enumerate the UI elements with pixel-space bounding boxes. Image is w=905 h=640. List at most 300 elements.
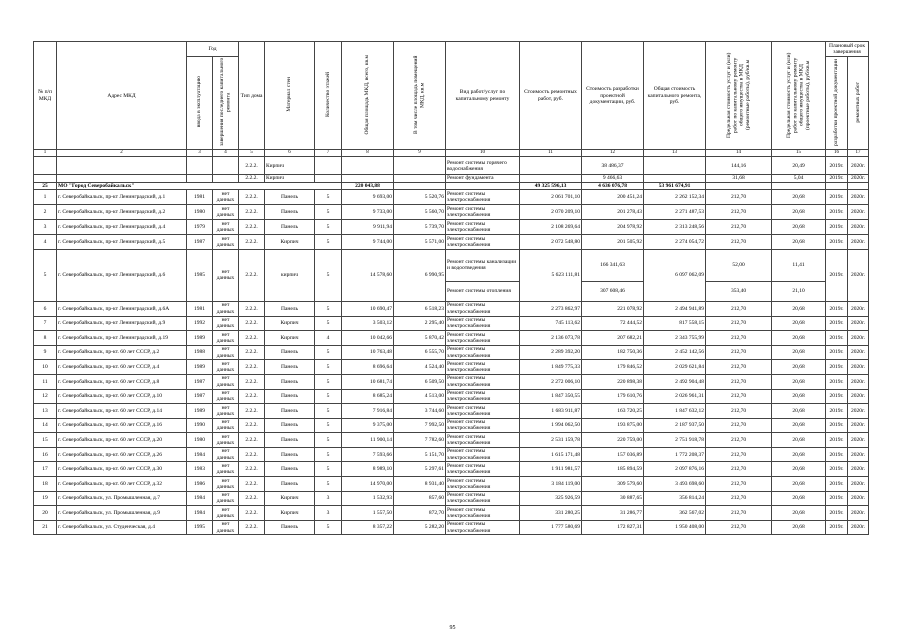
house-row bbox=[34, 189, 869, 204]
house-row bbox=[34, 389, 869, 404]
cell-repair: 1 847 350,55 bbox=[520, 389, 582, 404]
cell-plan-repair: 2020г. bbox=[848, 301, 869, 316]
cell-wall: Панель bbox=[265, 374, 315, 389]
cell-year: 1995 bbox=[187, 520, 213, 535]
house-row bbox=[34, 520, 869, 535]
cell-plan-repair: 2020г. bbox=[848, 389, 869, 404]
cell-house-type: 2.2.2. bbox=[239, 491, 265, 506]
cell-year: 1989 bbox=[187, 360, 213, 375]
cell-no: 14 bbox=[34, 418, 57, 433]
cell-no: 2 bbox=[34, 204, 57, 219]
cell-address: г. Северобайкальск, ул. Промышленная, д.7 bbox=[57, 491, 187, 506]
cell-res-area: 4 513,00 bbox=[394, 389, 446, 404]
cell-last-repair: нет данных bbox=[213, 389, 239, 404]
cell-repair: 2 272 006,10 bbox=[520, 374, 582, 389]
cell-wall: Панель bbox=[265, 433, 315, 448]
cell-no: 18 bbox=[34, 477, 57, 492]
cell-house-type: 2.2.2. bbox=[239, 316, 265, 331]
cell-area: 9 744,00 bbox=[342, 234, 394, 249]
cell-limit-repair: 212,70 bbox=[706, 345, 772, 360]
municipality-repair: 49 325 596,13 bbox=[520, 182, 582, 189]
cell-address: г. Северобайкальск, ул. Студенческая, д.4 bbox=[57, 520, 187, 535]
cell-plan-repair: 2020г. bbox=[848, 331, 869, 346]
cell-design: 30 887,65 bbox=[582, 491, 644, 506]
cell-res-area: 5 560,70 bbox=[394, 204, 446, 219]
cell-plan-repair: 2020г. bbox=[848, 462, 869, 477]
cell-floors: 5 bbox=[315, 204, 342, 219]
cell-limit-design: 20,68 bbox=[772, 389, 826, 404]
cell-year: 1984 bbox=[187, 506, 213, 521]
cell-limit-repair: 212,70 bbox=[706, 389, 772, 404]
column-number: 12 bbox=[582, 150, 644, 157]
cell-floors: 5 bbox=[315, 249, 342, 301]
cell-limit-repair: 31,68 bbox=[706, 175, 772, 182]
cell-last-repair: нет данных bbox=[213, 462, 239, 477]
municipality-total: 53 961 674,91 bbox=[644, 182, 706, 189]
cell-plan-repair: 2020г. bbox=[848, 234, 869, 249]
cell-address: г. Северобайкальск, пр-кт. 60 лет СССР, д.16 bbox=[57, 418, 187, 433]
cell-house-type: 2.2.2. bbox=[239, 157, 265, 175]
cell-design: 220 759,00 bbox=[582, 433, 644, 448]
cell-no: 19 bbox=[34, 491, 57, 506]
column-number: 4 bbox=[213, 150, 239, 157]
cell-work: Ремонт системы электроснабжения bbox=[446, 506, 520, 521]
house-row bbox=[34, 433, 869, 448]
cell-no: 8 bbox=[34, 331, 57, 346]
cell-no: 12 bbox=[34, 389, 57, 404]
column-number: 1 bbox=[34, 150, 57, 157]
municipality-design: 4 636 076,78 bbox=[582, 182, 644, 189]
cell-total: 362 567,02 bbox=[644, 506, 706, 521]
cell-total: 2 097 876,16 bbox=[644, 462, 706, 477]
municipality-no: 25 bbox=[34, 182, 57, 189]
cell-address bbox=[57, 175, 187, 182]
cell-res-area: 5 870,42 bbox=[394, 331, 446, 346]
cell-plan-repair: 2020г. bbox=[848, 157, 869, 175]
cell-res-area: 5 571,00 bbox=[394, 234, 446, 249]
municipality-name: МО "Город Северобайкальск" bbox=[57, 182, 342, 189]
cell-design: 221 078,92 bbox=[582, 301, 644, 316]
cell-limit-repair: 212,70 bbox=[706, 404, 772, 419]
cell-plan-design: 2019г. bbox=[826, 506, 848, 521]
cell-no: 9 bbox=[34, 345, 57, 360]
header-address: Адрес МКД bbox=[57, 42, 187, 150]
cell-work: Ремонт системы электроснабжения bbox=[446, 204, 520, 219]
cell-floors: 5 bbox=[315, 345, 342, 360]
cell-work: Ремонт системы электроснабжения bbox=[446, 433, 520, 448]
cell-no: 3 bbox=[34, 219, 57, 234]
cell-total: 2 274 054,72 bbox=[644, 234, 706, 249]
cell-total: 2 452 142,56 bbox=[644, 345, 706, 360]
cell-repair: 1 849 775,33 bbox=[520, 360, 582, 375]
cell-plan-design: 2019г. bbox=[826, 491, 848, 506]
cell-wall: Кирпич bbox=[265, 316, 315, 331]
cell-res-area: 4 524,40 bbox=[394, 360, 446, 375]
cell-total: 2 029 621,84 bbox=[644, 360, 706, 375]
cell-wall: Панель bbox=[265, 447, 315, 462]
cell-floors: 5 bbox=[315, 477, 342, 492]
cell-house-type: 2.2.2. bbox=[239, 189, 265, 204]
house-row bbox=[34, 418, 869, 433]
cell-limit-design: 20,68 bbox=[772, 404, 826, 419]
cell-plan-repair: 2020г. bbox=[848, 433, 869, 448]
cell-wall: Кирпич bbox=[265, 331, 315, 346]
cell-limit-repair: 212,70 bbox=[706, 462, 772, 477]
house-row bbox=[34, 249, 869, 281]
cell-plan-design: 2019г. bbox=[826, 301, 848, 316]
cell-res-area: 5 282,20 bbox=[394, 520, 446, 535]
cell-house-type: 2.2.2. bbox=[239, 204, 265, 219]
cell-address: г. Северобайкальск, пр-кт. 60 лет СССР, д.14 bbox=[57, 404, 187, 419]
cell-repair: 2 136 073,78 bbox=[520, 331, 582, 346]
cell-no: 20 bbox=[34, 506, 57, 521]
cell-limit-repair: 212,70 bbox=[706, 301, 772, 316]
cell-wall: Панель bbox=[265, 219, 315, 234]
cell-address: г. Северобайкальск, пр-кт Ленинградский, д.6А bbox=[57, 301, 187, 316]
cell-res-area: 7 782,60 bbox=[394, 433, 446, 448]
cell-no: 13 bbox=[34, 404, 57, 419]
house-row bbox=[34, 404, 869, 419]
cell-floors: 5 bbox=[315, 520, 342, 535]
house-row bbox=[34, 316, 869, 331]
cell-design: 201 505,92 bbox=[582, 234, 644, 249]
cell-wall: кирпич bbox=[265, 249, 315, 301]
header-design-cost: Стоимость разработки проектной документации, руб. bbox=[582, 42, 644, 150]
cell-work: Ремонт системы электроснабжения bbox=[446, 491, 520, 506]
cell-limit-repair: 212,70 bbox=[706, 204, 772, 219]
cell-repair: 325 926,59 bbox=[520, 491, 582, 506]
cell-area: 1 557,50 bbox=[342, 506, 394, 521]
cell-area: 1 532,93 bbox=[342, 491, 394, 506]
house-row bbox=[34, 331, 869, 346]
cell-work: Ремонт системы электроснабжения bbox=[446, 189, 520, 204]
cell-res-area: 872,70 bbox=[394, 506, 446, 521]
cell-area: 7 916,84 bbox=[342, 404, 394, 419]
column-number: 11 bbox=[520, 150, 582, 157]
cell-wall: Панель bbox=[265, 462, 315, 477]
header-total-area: Общая площадь МКД, всего, кв.м bbox=[342, 42, 394, 150]
capital-repair-table bbox=[33, 41, 869, 535]
cell-total: 2 494 941,89 bbox=[644, 301, 706, 316]
cell-no: 17 bbox=[34, 462, 57, 477]
cell-work: Ремонт системы электроснабжения bbox=[446, 520, 520, 535]
cell-design: 163 720,25 bbox=[582, 404, 644, 419]
cell-limit-design: 20,68 bbox=[772, 418, 826, 433]
cell-address: г. Северобайкальск, пр-кт. 60 лет СССР, д.26 bbox=[57, 447, 187, 462]
cell-wall: Панель bbox=[265, 477, 315, 492]
cell-last-repair: нет данных bbox=[213, 433, 239, 448]
cell-repair bbox=[520, 175, 582, 182]
cell-repair bbox=[520, 157, 582, 175]
cell-res-area: 5 297,61 bbox=[394, 462, 446, 477]
column-number-row bbox=[34, 150, 869, 157]
cell-plan-repair: 2020г. bbox=[848, 249, 869, 301]
cell-plan-design: 2019г. bbox=[826, 477, 848, 492]
cell-plan-design: 2019г. bbox=[826, 418, 848, 433]
cell-last-repair bbox=[213, 175, 239, 182]
cell-plan-design: 2019г. bbox=[826, 404, 848, 419]
cell-floors: 5 bbox=[315, 404, 342, 419]
cell-year: 1992 bbox=[187, 316, 213, 331]
cell-floors: 5 bbox=[315, 360, 342, 375]
cell-res-area bbox=[394, 157, 446, 175]
cell-limit-design: 20,68 bbox=[772, 219, 826, 234]
header-row-1 bbox=[34, 42, 869, 57]
cell-repair: 1 911 981,57 bbox=[520, 462, 582, 477]
cell-limit-design: 20,68 bbox=[772, 360, 826, 375]
cell-total: 2 026 961,31 bbox=[644, 389, 706, 404]
cell-total: 2 187 937,50 bbox=[644, 418, 706, 433]
house-row bbox=[34, 301, 869, 316]
cell-limit-design: 20,68 bbox=[772, 477, 826, 492]
column-number: 17 bbox=[848, 150, 869, 157]
cell-res-area bbox=[394, 182, 446, 189]
cell-no bbox=[34, 157, 57, 175]
municipality-row bbox=[34, 182, 869, 189]
cell-last-repair: нет данных bbox=[213, 447, 239, 462]
cell-year: 1981 bbox=[187, 301, 213, 316]
cell-plan-design: 2019г. bbox=[826, 175, 848, 182]
cell-house-type: 2.2.2. bbox=[239, 345, 265, 360]
cell-plan-repair: 2020г. bbox=[848, 175, 869, 182]
cell-limit-repair: 212,70 bbox=[706, 219, 772, 234]
cell-limit-design: 20,68 bbox=[772, 316, 826, 331]
header-house-type: Тип дома bbox=[239, 42, 265, 150]
column-number: 13 bbox=[644, 150, 706, 157]
cell-design: 38 486,37 bbox=[582, 157, 644, 175]
cell-total: 2 313 248,56 bbox=[644, 219, 706, 234]
cell-limit-repair: 212,70 bbox=[706, 477, 772, 492]
cell-limit-repair bbox=[706, 182, 772, 189]
cell-no: 1 bbox=[34, 189, 57, 204]
cell-no bbox=[34, 175, 57, 182]
cell-limit-repair: 212,70 bbox=[706, 506, 772, 521]
cell-res-area: 6 555,70 bbox=[394, 345, 446, 360]
cell-work: Ремонт системы канализации и водоотведения bbox=[446, 249, 520, 281]
cell-plan-design: 2019г. bbox=[826, 234, 848, 249]
cell-floors: 5 bbox=[315, 447, 342, 462]
column-number: 14 bbox=[706, 150, 772, 157]
cell-floors: 5 bbox=[315, 374, 342, 389]
carryover-row bbox=[34, 157, 869, 175]
cell-res-area: 6 509,50 bbox=[394, 374, 446, 389]
cell-design: 185 894,59 bbox=[582, 462, 644, 477]
cell-wall: Панель bbox=[265, 345, 315, 360]
cell-limit-repair: 212,70 bbox=[706, 234, 772, 249]
cell-plan-design: 2019г. bbox=[826, 331, 848, 346]
cell-last-repair: нет данных bbox=[213, 301, 239, 316]
cell-last-repair: нет данных bbox=[213, 418, 239, 433]
cell-last-repair: нет данных bbox=[213, 345, 239, 360]
cell-repair: 2 072 548,80 bbox=[520, 234, 582, 249]
cell-year: 1989 bbox=[187, 404, 213, 419]
cell-work: Ремонт системы электроснабжения bbox=[446, 374, 520, 389]
cell-address: г. Северобайкальск, пр-кт Ленинградский, д.5 bbox=[57, 234, 187, 249]
cell-plan-design: 2019г. bbox=[826, 389, 848, 404]
header-repair-cost: Стоимость ремонтных работ, руб. bbox=[520, 42, 582, 150]
cell-no: 15 bbox=[34, 433, 57, 448]
cell-house-type: 2.2.2. bbox=[239, 433, 265, 448]
cell-area: 9 375,00 bbox=[342, 418, 394, 433]
cell-total: 3 493 698,60 bbox=[644, 477, 706, 492]
header-limit-design: Предельная стоимость услуг и (или) работ по капитальному ремонту общего имущества в МКД (проектные работы), руб/кв.м bbox=[772, 42, 826, 150]
cell-no: 10 bbox=[34, 360, 57, 375]
cell-total bbox=[644, 175, 706, 182]
cell-plan-repair: 2020г. bbox=[848, 204, 869, 219]
header-floors: Количество этажей bbox=[315, 42, 342, 150]
cell-limit-repair: 212,70 bbox=[706, 447, 772, 462]
cell-total: 1 847 632,12 bbox=[644, 404, 706, 419]
cell-wall: Панель bbox=[265, 418, 315, 433]
cell-res-area: 7 992,50 bbox=[394, 418, 446, 433]
cell-house-type: 2.2.2. bbox=[239, 447, 265, 462]
cell-last-repair: нет данных bbox=[213, 477, 239, 492]
cell-plan-design: 2019г. bbox=[826, 345, 848, 360]
cell-house-type: 2.2.2. bbox=[239, 301, 265, 316]
cell-repair: 2 289 392,20 bbox=[520, 345, 582, 360]
cell-year bbox=[187, 157, 213, 175]
cell-area: 10 681,74 bbox=[342, 374, 394, 389]
cell-work: Ремонт системы электроснабжения bbox=[446, 301, 520, 316]
cell-plan-design: 2019г. bbox=[826, 204, 848, 219]
cell-design: 220 898,38 bbox=[582, 374, 644, 389]
cell-wall: Панель bbox=[265, 360, 315, 375]
cell-limit-repair: 212,70 bbox=[706, 316, 772, 331]
cell-floors: 5 bbox=[315, 301, 342, 316]
cell-last-repair: нет данных bbox=[213, 189, 239, 204]
cell-work: Ремонт системы электроснабжения bbox=[446, 389, 520, 404]
cell-no: 7 bbox=[34, 316, 57, 331]
cell-plan-design: 2019г. bbox=[826, 462, 848, 477]
column-number: 8 bbox=[342, 150, 394, 157]
cell-plan-design: 2019г. bbox=[826, 249, 848, 301]
cell-address: г. Северобайкальск, пр-кт. 60 лет СССР, д.20 bbox=[57, 433, 187, 448]
cell-year: 1988 bbox=[187, 345, 213, 360]
cell-area: 10 763,48 bbox=[342, 345, 394, 360]
cell-limit-design: 20,68 bbox=[772, 462, 826, 477]
header-total-cost: Общая стоимость капитального ремонта, руб. bbox=[644, 42, 706, 150]
cell-limit-repair: 212,70 bbox=[706, 520, 772, 535]
cell-plan-repair: 2020г. bbox=[848, 189, 869, 204]
column-number: 7 bbox=[315, 150, 342, 157]
cell-repair: 1 777 580,69 bbox=[520, 520, 582, 535]
cell-last-repair: нет данных bbox=[213, 234, 239, 249]
cell-address: г. Северобайкальск, пр-кт Ленинградский, д.9 bbox=[57, 316, 187, 331]
cell-last-repair: нет данных bbox=[213, 204, 239, 219]
cell-res-area: 3 744,60 bbox=[394, 404, 446, 419]
cell-house-type: 2.2.2. bbox=[239, 477, 265, 492]
cell-floors bbox=[315, 157, 342, 175]
cell-plan-repair: 2020г. bbox=[848, 374, 869, 389]
cell-wall: Кирпич bbox=[265, 157, 315, 175]
cell-no: 4 bbox=[34, 234, 57, 249]
cell-limit-design: 5,04 bbox=[772, 175, 826, 182]
cell-floors: 3 bbox=[315, 491, 342, 506]
cell-plan-design: 2019г. bbox=[826, 360, 848, 375]
cell-work: Ремонт системы горячего водоснабжения bbox=[446, 157, 520, 175]
cell-work: Ремонт системы электроснабжения bbox=[446, 404, 520, 419]
cell-design: 207 682,21 bbox=[582, 331, 644, 346]
cell-res-area: 5 739,70 bbox=[394, 219, 446, 234]
cell-plan-repair: 2020г. bbox=[848, 418, 869, 433]
cell-house-type: 2.2.2. bbox=[239, 404, 265, 419]
cell-no: 16 bbox=[34, 447, 57, 462]
cell-last-repair: нет данных bbox=[213, 374, 239, 389]
cell-floors: 5 bbox=[315, 316, 342, 331]
page-number: 95 bbox=[449, 625, 456, 631]
cell-year bbox=[187, 175, 213, 182]
cell-work: Ремонт системы электроснабжения bbox=[446, 316, 520, 331]
cell-year: 1980 bbox=[187, 433, 213, 448]
cell-limit-repair: 212,70 bbox=[706, 331, 772, 346]
column-number: 3 bbox=[187, 150, 213, 157]
cell-last-repair: нет данных bbox=[213, 219, 239, 234]
cell-work: Ремонт системы электроснабжения bbox=[446, 219, 520, 234]
cell-design: 172 827,31 bbox=[582, 520, 644, 535]
cell-no: 6 bbox=[34, 301, 57, 316]
cell-house-type: 2.2.2. bbox=[239, 506, 265, 521]
cell-work: Ремонт системы электроснабжения bbox=[446, 418, 520, 433]
cell-plan-design bbox=[826, 182, 848, 189]
cell-area: 9 693,00 bbox=[342, 189, 394, 204]
cell-repair: 1 683 911,87 bbox=[520, 404, 582, 419]
cell-repair: 3 184 119,00 bbox=[520, 477, 582, 492]
cell-house-type: 2.2.2. bbox=[239, 462, 265, 477]
header-year-last-repair: завершения последнего капитального ремонта bbox=[213, 57, 239, 150]
header-year-commission: ввода в эксплуатацию bbox=[187, 57, 213, 150]
cell-house-type: 2.2.2. bbox=[239, 219, 265, 234]
cell-floors: 5 bbox=[315, 234, 342, 249]
cell-limit-design bbox=[772, 182, 826, 189]
header-plan-group: Плановый срок завершения bbox=[826, 42, 869, 57]
cell-address: г. Северобайкальск, пр-кт Ленинградский, д.2 bbox=[57, 204, 187, 219]
cell-design: 182 750,36 bbox=[582, 345, 644, 360]
cell-year: 1989 bbox=[187, 331, 213, 346]
cell-year: 1987 bbox=[187, 389, 213, 404]
cell-limit-repair: 212,70 bbox=[706, 433, 772, 448]
cell-floors: 5 bbox=[315, 433, 342, 448]
cell-design: 204 978,92 bbox=[582, 219, 644, 234]
cell-limit-repair: 212,70 bbox=[706, 360, 772, 375]
cell-design: 157 036,89 bbox=[582, 447, 644, 462]
cell-address: г. Северобайкальск, пр-кт Ленинградский, д.19 bbox=[57, 331, 187, 346]
cell-area: 8 357,22 bbox=[342, 520, 394, 535]
cell-repair: 2 070 209,10 bbox=[520, 204, 582, 219]
cell-year: 1979 bbox=[187, 219, 213, 234]
header-wall-material: Материал стен bbox=[265, 42, 315, 150]
cell-plan-design: 2019г. bbox=[826, 433, 848, 448]
cell-limit-repair: 212,70 bbox=[706, 491, 772, 506]
cell-plan-repair: 2020г. bbox=[848, 404, 869, 419]
cell-design: 9 466,63 bbox=[582, 175, 644, 182]
cell-address: г. Северобайкальск, пр-кт. 60 лет СССР, д.10 bbox=[57, 389, 187, 404]
cell-address: г. Северобайкальск, пр-кт. 60 лет СССР, д.8 bbox=[57, 374, 187, 389]
cell-work: Ремонт фундамента bbox=[446, 175, 520, 182]
cell-work: Ремонт системы электроснабжения bbox=[446, 462, 520, 477]
cell-design: 309 579,60 bbox=[582, 477, 644, 492]
cell-house-type: 2.2.2. bbox=[239, 234, 265, 249]
header-residential-area: В том числе площадь помещений МКД, кв.м bbox=[394, 42, 446, 150]
cell-total: 2 343 755,99 bbox=[644, 331, 706, 346]
cell-no: 5 bbox=[34, 249, 57, 301]
column-number: 10 bbox=[446, 150, 520, 157]
header-plan-design: разработки проектной документации bbox=[826, 57, 848, 150]
cell-plan-design: 2019г. bbox=[826, 219, 848, 234]
cell-area: 10 042,66 bbox=[342, 331, 394, 346]
cell-repair: 2 108 269,64 bbox=[520, 219, 582, 234]
municipality-total-area: 220 043,88 bbox=[342, 182, 394, 189]
cell-limit-design: 20,68 bbox=[772, 234, 826, 249]
